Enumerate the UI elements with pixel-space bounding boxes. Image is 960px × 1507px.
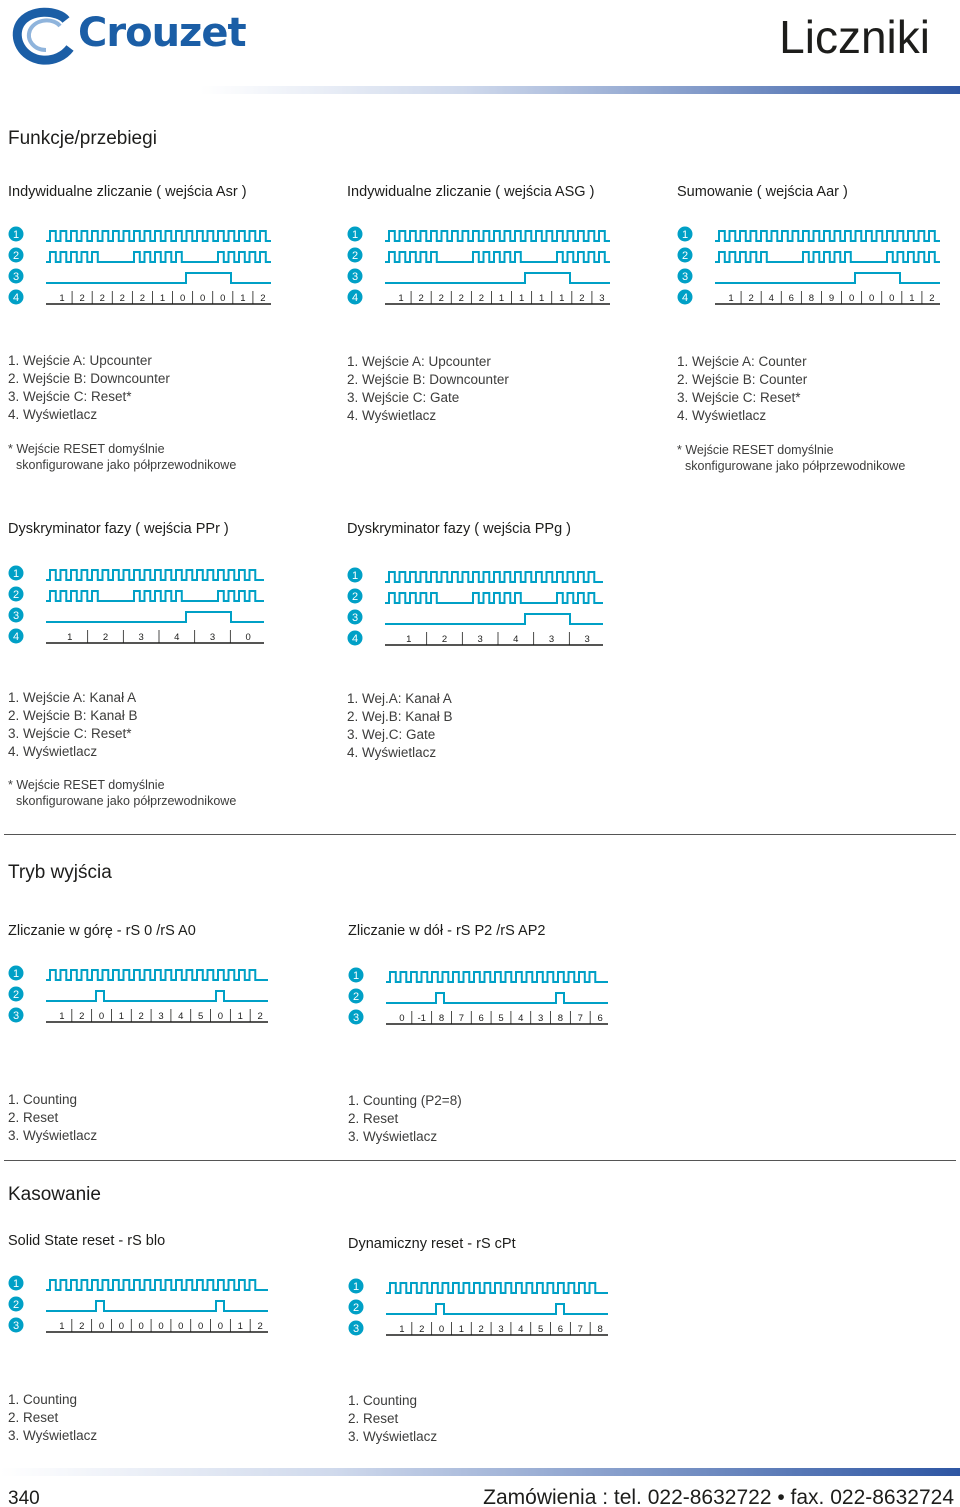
timing-chart	[348, 963, 610, 1030]
row-number: 2	[681, 250, 689, 262]
signal-trace	[385, 273, 610, 283]
page-number: 340	[8, 1488, 40, 1507]
display-value: 1	[67, 632, 73, 643]
display-value: 9	[828, 293, 835, 304]
timing-chart	[8, 1271, 270, 1338]
display-value: 0	[179, 293, 186, 304]
display-value: 8	[808, 293, 815, 304]
display-value: 1	[498, 293, 505, 304]
row-number: 1	[351, 570, 359, 582]
display-value: 7	[458, 1013, 465, 1024]
display-value: 6	[597, 1013, 603, 1024]
note-line: skonfigurowane jako półprzewodnikowe	[685, 459, 906, 473]
timing-chart	[8, 561, 266, 649]
legend-aar	[677, 353, 807, 425]
block-title-down: Zliczanie w dół - rS P2 /rS AP2	[348, 923, 546, 939]
section-title-output: Tryb wyjścia	[8, 862, 112, 883]
display-value: 5	[197, 1011, 204, 1022]
note-line: * Wejście RESET domyślnie	[8, 442, 165, 456]
display-value: 2	[579, 293, 585, 304]
legend-item: 2. Reset	[8, 1410, 59, 1425]
timing-chart	[8, 961, 270, 1028]
display-value: 1	[159, 293, 166, 304]
legend-item: 1. Wejście A: Upcounter	[347, 354, 491, 369]
display-value: 0	[178, 1321, 184, 1332]
display-value: 0	[869, 293, 875, 304]
display-value: 0	[98, 1321, 105, 1332]
row-number: 2	[12, 1299, 20, 1311]
legend-item: 1. Wejście A: Counter	[677, 354, 807, 369]
row-number: 1	[12, 968, 20, 980]
legend-item: 4. Wyświetlacz	[347, 408, 437, 423]
display-value: 1	[406, 634, 412, 645]
legend-item: 4. Wyświetlacz	[677, 408, 767, 423]
legend-item: 3. Wejście C: Reset*	[8, 389, 132, 404]
display-value: 0	[197, 1321, 204, 1332]
display-value: 1	[399, 1324, 405, 1335]
display-value: 3	[158, 1011, 164, 1022]
display-value: 0	[245, 632, 251, 643]
display-value: 2	[138, 1011, 144, 1022]
legend-item: 2. Reset	[8, 1110, 59, 1125]
display-value: 4	[178, 1011, 184, 1022]
display-value: 2	[79, 1321, 85, 1332]
signal-trace	[386, 993, 608, 1003]
display-value: 4	[513, 634, 519, 645]
display-value: 0	[118, 1321, 125, 1332]
display-value: 2	[119, 293, 125, 304]
display-value: 0	[138, 1321, 144, 1332]
display-value: 3	[209, 632, 216, 643]
display-value: 0	[438, 1324, 445, 1335]
display-value: 0	[158, 1321, 164, 1332]
display-value: 3	[498, 1324, 504, 1335]
display-value: 5	[537, 1324, 544, 1335]
row-number: 2	[12, 989, 20, 1001]
display-value: 2	[99, 293, 105, 304]
legend-item: 1. Counting (P2=8)	[348, 1093, 462, 1108]
section-divider	[4, 1160, 956, 1161]
row-number: 2	[352, 991, 360, 1003]
legend-item: 3. Wyświetlacz	[8, 1128, 98, 1143]
display-value: 2	[441, 634, 448, 645]
timing-diagram-dyn	[348, 1274, 610, 1346]
display-value: 7	[577, 1013, 583, 1024]
block-title-aar: Sumowanie ( wejścia Aar )	[677, 184, 848, 200]
legend-asr	[8, 352, 170, 424]
timing-diagram-asr	[8, 222, 273, 315]
timing-diagram-ppg	[347, 563, 605, 656]
row-number: 3	[12, 1010, 20, 1022]
legend-ppg	[347, 690, 453, 762]
display-value: 1	[559, 293, 565, 304]
signal-trace	[715, 231, 940, 241]
section-divider	[4, 834, 956, 835]
block-title-dyn: Dynamiczny reset - rS cPt	[348, 1236, 516, 1252]
row-number: 2	[352, 1302, 360, 1314]
row-number: 1	[352, 1281, 360, 1293]
signal-trace	[46, 273, 271, 283]
signal-trace	[715, 252, 940, 262]
signal-trace	[715, 273, 940, 283]
display-value: 1	[539, 293, 545, 304]
display-value: 3	[599, 293, 605, 304]
display-value: 0	[98, 1011, 105, 1022]
legend-item: 3. Wej.C: Gate	[347, 727, 436, 742]
timing-chart	[348, 1274, 610, 1341]
order-contact: Zamówienia : tel. 022-8632722 • fax. 022-8632724	[483, 1486, 954, 1507]
display-value: 1	[237, 1011, 243, 1022]
display-value: 1	[909, 293, 915, 304]
block-title-solid: Solid State reset - rS blo	[8, 1233, 166, 1249]
display-value: 3	[477, 634, 483, 645]
block-title-ppg: Dyskryminator fazy ( wejścia PPg )	[347, 521, 571, 537]
signal-trace	[46, 570, 264, 580]
display-value: 2	[139, 293, 146, 304]
display-value: 4	[768, 293, 774, 304]
legend-down	[348, 1092, 462, 1146]
row-number: 3	[351, 612, 359, 624]
display-value: 6	[788, 293, 794, 304]
timing-diagram-ppr	[8, 561, 266, 654]
display-value: 3	[138, 632, 144, 643]
display-value: 6	[478, 1013, 484, 1024]
signal-trace	[46, 252, 271, 262]
crouzet-logo	[8, 6, 246, 68]
legend-item: 2. Wejście B: Counter	[677, 372, 808, 387]
display-value: 2	[458, 293, 464, 304]
legend-item: 2. Wejście B: Downcounter	[8, 371, 170, 386]
legend-item: 3. Wejście C: Gate	[347, 390, 460, 405]
legend-item: 2. Wej.B: Kanał B	[347, 709, 453, 724]
row-number: 2	[351, 591, 359, 603]
row-number: 4	[12, 292, 20, 304]
row-number: 2	[12, 589, 20, 601]
signal-trace	[46, 591, 264, 601]
display-value: 2	[260, 293, 266, 304]
display-value: 1	[237, 1321, 243, 1332]
legend-item: 3. Wejście C: Reset*	[677, 390, 801, 405]
signal-trace	[46, 612, 264, 622]
row-number: 3	[12, 1320, 20, 1332]
display-value: 2	[418, 293, 424, 304]
signal-trace	[46, 1301, 268, 1311]
display-value: 6	[557, 1324, 564, 1335]
row-number: 1	[12, 1278, 20, 1290]
row-number: 4	[351, 292, 359, 304]
block-title-asr: Indywidualne zliczanie ( wejścia Asr )	[8, 184, 247, 200]
display-value: 0	[217, 1011, 224, 1022]
section-title-functions: Funkcje/przebiegi	[8, 128, 157, 149]
display-value: 0	[399, 1013, 405, 1024]
display-value: 1	[118, 1011, 125, 1022]
header-gradient-bar	[200, 86, 960, 94]
section-title-reset: Kasowanie	[8, 1184, 101, 1205]
note-line: * Wejście RESET domyślnie	[677, 443, 834, 457]
page-title: Liczniki	[779, 11, 930, 63]
legend-item: 4. Wyświetlacz	[347, 745, 437, 760]
display-value: 1	[59, 1321, 65, 1332]
row-number: 3	[352, 1323, 360, 1335]
crouzet-logo-icon	[8, 6, 78, 68]
display-value: 3	[584, 634, 590, 645]
display-value: 2	[79, 293, 85, 304]
legend-asg	[347, 353, 509, 425]
legend-item: 2. Reset	[348, 1111, 399, 1126]
block-title-asg: Indywidualne zliczanie ( wejścia ASG )	[347, 184, 595, 200]
display-value: 0	[217, 1321, 224, 1332]
timing-diagram-solid	[8, 1271, 270, 1343]
note-line: skonfigurowane jako półprzewodnikowe	[16, 794, 237, 808]
timing-chart	[347, 222, 612, 310]
display-value: 4	[518, 1324, 524, 1335]
display-value: 8	[438, 1013, 445, 1024]
display-value: 2	[257, 1011, 263, 1022]
row-number: 1	[12, 229, 20, 241]
display-value: 1	[240, 293, 246, 304]
timing-diagram-up	[8, 961, 270, 1033]
note-line: skonfigurowane jako półprzewodnikowe	[16, 458, 237, 472]
legend-item: 1. Wejście A: Upcounter	[8, 353, 152, 368]
timing-chart	[8, 222, 273, 310]
signal-trace	[385, 252, 610, 262]
note-asr	[8, 441, 236, 473]
block-title-ppr: Dyskryminator fazy ( wejścia PPr )	[8, 521, 229, 537]
display-value: 1	[59, 1011, 65, 1022]
display-value: 1	[398, 293, 404, 304]
display-value: 0	[848, 293, 855, 304]
logo-wordmark: Crouzet	[78, 10, 246, 56]
display-value: 8	[597, 1324, 603, 1335]
row-number: 4	[12, 631, 20, 643]
display-value: 2	[419, 1324, 425, 1335]
legend-item: 3. Wyświetlacz	[348, 1429, 438, 1444]
note-ppr	[8, 777, 236, 809]
signal-trace	[46, 1280, 268, 1290]
block-title-up: Zliczanie w górę - rS 0 /rS A0	[8, 923, 196, 939]
display-value: 2	[102, 632, 109, 643]
legend-item: 2. Reset	[348, 1411, 399, 1426]
note-aar	[677, 442, 905, 474]
row-number: 4	[681, 292, 689, 304]
display-value: -1	[417, 1013, 426, 1024]
note-line: * Wejście RESET domyślnie	[8, 778, 165, 792]
signal-trace	[46, 970, 268, 980]
legend-ppr	[8, 689, 138, 761]
row-number: 3	[351, 271, 359, 283]
signal-trace	[386, 972, 608, 982]
display-value: 5	[498, 1013, 504, 1024]
footer-gradient-bar	[0, 1468, 960, 1476]
display-value: 1	[728, 293, 734, 304]
display-value: 2	[478, 293, 485, 304]
display-value: 2	[929, 293, 935, 304]
row-number: 1	[681, 229, 689, 241]
display-value: 3	[548, 634, 555, 645]
legend-item: 1. Counting	[8, 1392, 78, 1407]
legend-item: 3. Wejście C: Reset*	[8, 726, 132, 741]
legend-item: 1. Wej.A: Kanał A	[347, 691, 452, 706]
signal-trace	[46, 991, 268, 1001]
row-number: 1	[352, 970, 360, 982]
display-value: 2	[438, 293, 444, 304]
legend-item: 3. Wyświetlacz	[348, 1129, 438, 1144]
display-value: 4	[518, 1013, 524, 1024]
row-number: 3	[352, 1012, 360, 1024]
signal-trace	[386, 1283, 608, 1293]
row-number: 2	[12, 250, 20, 262]
display-value: 2	[257, 1321, 263, 1332]
legend-item: 1. Wejście A: Kanał A	[8, 690, 137, 705]
legend-item: 1. Counting	[8, 1092, 78, 1107]
legend-item: 4. Wyświetlacz	[8, 407, 98, 422]
signal-trace	[386, 1304, 608, 1314]
timing-chart	[347, 563, 605, 651]
display-value: 3	[537, 1013, 544, 1024]
timing-chart	[677, 222, 942, 310]
display-value: 0	[889, 293, 895, 304]
timing-diagram-down	[348, 963, 610, 1035]
display-value: 2	[79, 1011, 85, 1022]
signal-trace	[385, 593, 603, 603]
row-number: 3	[12, 610, 20, 622]
legend-item: 2. Wejście B: Kanał B	[8, 708, 138, 723]
display-value: 0	[220, 293, 226, 304]
legend-item: 3. Wyświetlacz	[8, 1428, 98, 1443]
display-value: 4	[174, 632, 180, 643]
display-value: 8	[557, 1013, 564, 1024]
display-value: 1	[458, 1324, 465, 1335]
row-number: 4	[351, 633, 359, 645]
signal-trace	[385, 231, 610, 241]
legend-item: 4. Wyświetlacz	[8, 744, 98, 759]
timing-diagram-asg	[347, 222, 612, 315]
row-number: 1	[12, 568, 20, 580]
timing-diagram-aar	[677, 222, 942, 315]
signal-trace	[385, 614, 603, 624]
display-value: 7	[577, 1324, 583, 1335]
row-number: 2	[351, 250, 359, 262]
legend-item: 1. Counting	[348, 1393, 418, 1408]
display-value: 2	[748, 293, 754, 304]
display-value: 0	[200, 293, 206, 304]
row-number: 1	[351, 229, 359, 241]
legend-solid	[8, 1391, 97, 1445]
legend-dyn	[348, 1392, 437, 1446]
display-value: 1	[59, 293, 65, 304]
row-number: 3	[681, 271, 689, 283]
legend-up	[8, 1091, 97, 1145]
row-number: 3	[12, 271, 20, 283]
signal-trace	[385, 572, 603, 582]
signal-trace	[46, 231, 271, 241]
display-value: 2	[478, 1324, 484, 1335]
display-value: 1	[518, 293, 525, 304]
legend-item: 2. Wejście B: Downcounter	[347, 372, 509, 387]
